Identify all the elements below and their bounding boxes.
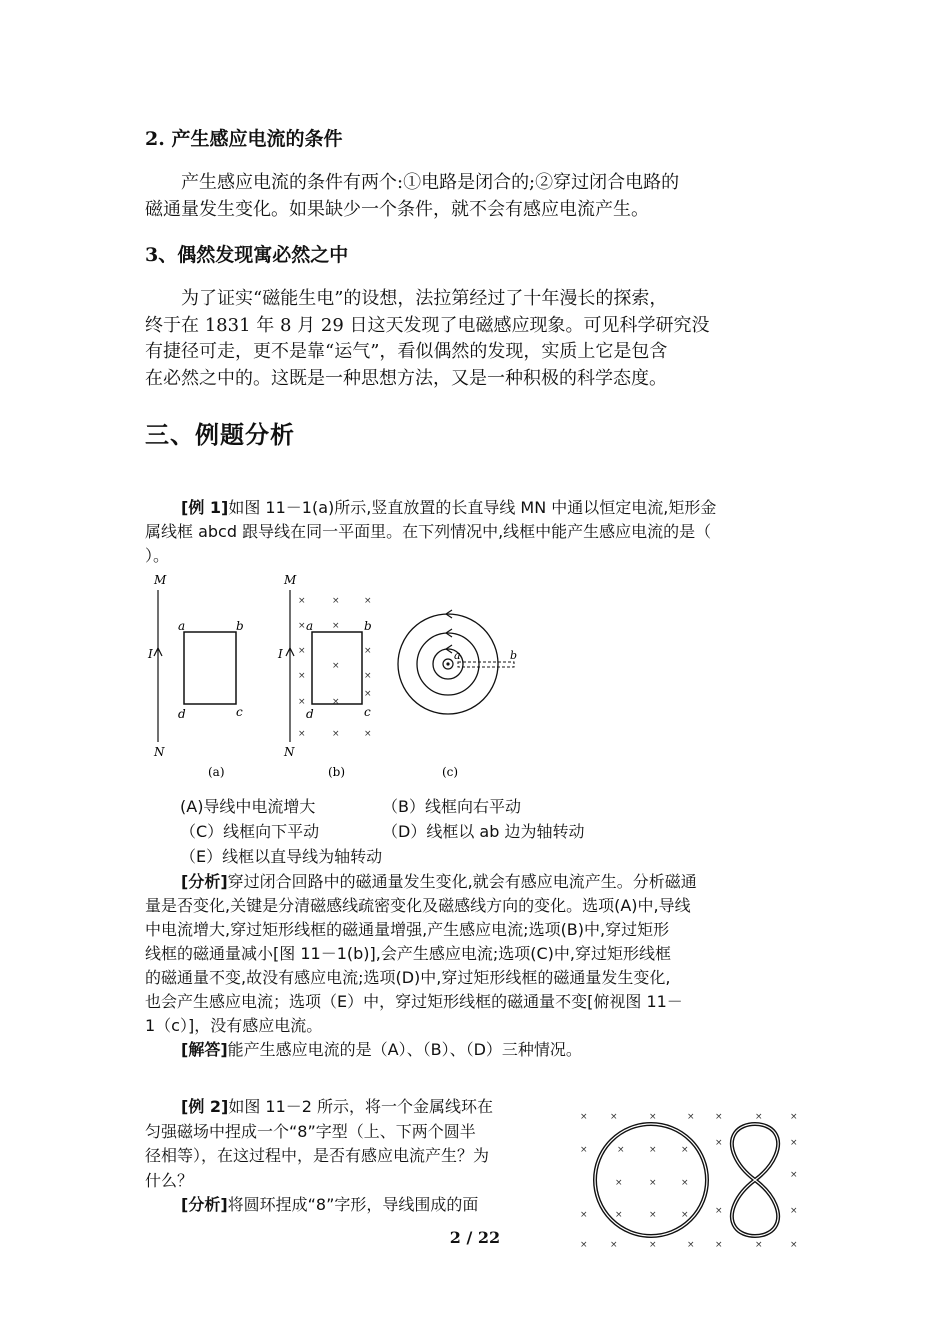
svg-text:×: ×: [364, 646, 372, 656]
svg-text:×: ×: [298, 671, 306, 681]
paragraph-line: 有捷径可走，更不是靠“运气”，看似偶然的发现，实质上它是包含: [145, 341, 668, 362]
svg-text:×: ×: [715, 1112, 723, 1122]
figure-panel-a: [147, 573, 244, 759]
svg-text:×: ×: [298, 621, 306, 631]
svg-text:×: ×: [681, 1210, 689, 1220]
svg-text:×: ×: [580, 1210, 588, 1220]
rectangular-loop: [184, 632, 236, 704]
paragraph-line: 为了证实“磁能生电”的设想，法拉第经过了十年漫长的探索，: [181, 288, 668, 309]
svg-text:×: ×: [615, 1210, 623, 1220]
example1-tag: [例 1]: [181, 498, 229, 517]
example1-question: [145, 496, 817, 568]
question-line: 径相等），在这过程中，是否有感应电流产生？为: [145, 1146, 490, 1165]
option-a: (A)导线中电流增大: [180, 797, 316, 816]
conditions-paragraph: [145, 170, 817, 223]
svg-text:×: ×: [298, 646, 306, 656]
analysis-tag: [分析]: [181, 1195, 228, 1214]
svg-text:×: ×: [364, 689, 372, 699]
svg-text:×: ×: [790, 1206, 798, 1216]
svg-text:×: ×: [715, 1240, 723, 1250]
paragraph-line: 产生感应电流的条件有两个:①电路是闭合的;②穿过闭合电路的: [181, 172, 680, 193]
question-line: ）。: [145, 546, 170, 565]
corner-c: c: [364, 705, 371, 719]
svg-text:×: ×: [298, 729, 306, 739]
corner-a: a: [178, 619, 186, 633]
main-heading: 三、例题分析: [145, 421, 295, 449]
svg-text:×: ×: [649, 1240, 657, 1250]
svg-text:×: ×: [715, 1138, 723, 1148]
question-line: 属线框 abcd 跟导线在同一平面里。在下列情况中,线框中能产生感应电流的是（: [145, 522, 712, 541]
svg-text:×: ×: [364, 596, 372, 606]
svg-text:×: ×: [610, 1112, 618, 1122]
analysis-tag: [分析]: [181, 872, 228, 891]
question-line: 什么？: [145, 1170, 194, 1190]
analysis-line: 中电流增大,穿过矩形线框的磁通量增强,产生感应电流;选项(B)中,穿过矩形: [145, 920, 670, 939]
svg-text:×: ×: [681, 1178, 689, 1188]
figure-panel-c: [398, 610, 517, 714]
svg-text:×: ×: [332, 596, 340, 606]
corner-c: c: [236, 705, 243, 719]
label-i: I: [148, 647, 153, 661]
label-n: N: [284, 745, 295, 759]
svg-text:×: ×: [790, 1138, 798, 1148]
svg-text:×: ×: [687, 1240, 695, 1250]
svg-text:×: ×: [580, 1145, 588, 1155]
paragraph-line: 磁通量发生变化。如果缺少一个条件，就不会有感应电流产生。: [145, 198, 649, 220]
loop-edge-view: [458, 662, 514, 667]
svg-text:×: ×: [617, 1145, 625, 1155]
question-line: 如图 11－1(a)所示,竖直放置的长直导线 MN 中通以恒定电流,矩形金: [228, 498, 717, 517]
label-n: N: [154, 745, 165, 759]
figure-label-b: (b): [328, 765, 346, 779]
example2-question: [145, 1095, 565, 1218]
analysis-line: 也会产生感应电流；选项（E）中，穿过矩形线框的磁通量不变[俯视图 11－: [145, 992, 683, 1011]
svg-text:×: ×: [298, 596, 306, 606]
label-i: I: [278, 647, 283, 661]
discovery-paragraph: [145, 286, 817, 392]
svg-text:×: ×: [332, 661, 340, 671]
svg-text:×: ×: [364, 729, 372, 739]
svg-text:×: ×: [755, 1240, 763, 1250]
corner-b: b: [236, 619, 244, 633]
figure-label-a: (a): [208, 765, 225, 779]
svg-text:×: ×: [649, 1145, 657, 1155]
svg-text:×: ×: [715, 1206, 723, 1216]
figure-label-c: (c): [442, 765, 459, 779]
svg-text:×: ×: [332, 621, 340, 631]
svg-text:×: ×: [332, 697, 340, 707]
corner-a: a: [306, 619, 314, 633]
label-m: M: [284, 573, 297, 587]
option-b: （B）线框向右平动: [382, 797, 521, 816]
option-d: （D）线框以 ab 边为轴转动: [382, 822, 585, 841]
analysis-line: 1（c）]，没有感应电流。: [145, 1016, 323, 1035]
svg-text:×: ×: [610, 1240, 618, 1250]
svg-text:×: ×: [755, 1112, 763, 1122]
svg-text:×: ×: [649, 1210, 657, 1220]
question-line: 匀强磁场中捏成一个“8”字型（上、下两个圆半: [145, 1121, 476, 1141]
option-c: （C）线框向下平动: [180, 822, 320, 841]
option-e: （E）线框以直导线为轴转动: [180, 847, 383, 866]
corner-d: d: [178, 707, 186, 721]
example2-tag: [例 2]: [181, 1097, 229, 1116]
svg-text:×: ×: [681, 1145, 689, 1155]
analysis-line: 穿过闭合回路中的磁通量发生变化,就会有感应电流产生。分析磁通: [227, 872, 697, 891]
analysis-line: 量是否变化,关键是分清磁感线疏密变化及磁感线方向的变化。选项(A)中,导线: [145, 896, 691, 915]
svg-text:×: ×: [580, 1112, 588, 1122]
corner-d: d: [306, 707, 314, 721]
answer-tag: [解答]: [181, 1040, 228, 1059]
svg-text:×: ×: [332, 729, 340, 739]
svg-text:×: ×: [615, 1178, 623, 1188]
analysis-line: 线框的磁通量减小[图 11－1(b)],会产生感应电流;选项(C)中,穿过矩形线框: [145, 944, 671, 963]
current-dot-icon: [446, 662, 449, 665]
label-m: M: [154, 573, 167, 587]
section-heading-discovery: 3、偶然发现寓必然之中: [145, 244, 349, 266]
svg-text:×: ×: [790, 1112, 798, 1122]
svg-text:×: ×: [298, 697, 306, 707]
figure-panel-b: [277, 573, 372, 759]
figure-11-1: [140, 570, 520, 785]
example1-analysis: [145, 870, 817, 1062]
svg-text:×: ×: [364, 671, 372, 681]
page-number: 2 / 22: [449, 1228, 501, 1247]
svg-text:×: ×: [580, 1240, 588, 1250]
question-line: 如图 11－2 所示，将一个金属线环在: [228, 1097, 494, 1116]
svg-text:×: ×: [790, 1240, 798, 1250]
analysis-line: 的磁通量不变,故没有感应电流;选项(D)中,穿过矩形线框的磁通量发生变化,: [145, 968, 671, 987]
svg-text:×: ×: [649, 1178, 657, 1188]
analysis-line: 将圆环捏成“8”字形，导线围成的面: [227, 1195, 479, 1214]
svg-text:×: ×: [649, 1112, 657, 1122]
paragraph-line: 终于在 1831 年 8 月 29 日这天发现了电磁感应现象。可见科学研究没: [145, 314, 710, 336]
svg-text:×: ×: [687, 1112, 695, 1122]
corner-a: a: [454, 649, 461, 662]
corner-b: b: [364, 619, 372, 633]
section-heading-conditions: 2. 产生感应电流的条件: [145, 128, 343, 150]
paragraph-line: 在必然之中的。这既是一种思想方法，又是一种积极的科学态度。: [145, 367, 667, 389]
answer-text: 能产生感应电流的是（A）、（B）、（D）三种情况。: [227, 1040, 582, 1059]
svg-text:×: ×: [790, 1170, 798, 1180]
corner-b: b: [510, 649, 518, 662]
